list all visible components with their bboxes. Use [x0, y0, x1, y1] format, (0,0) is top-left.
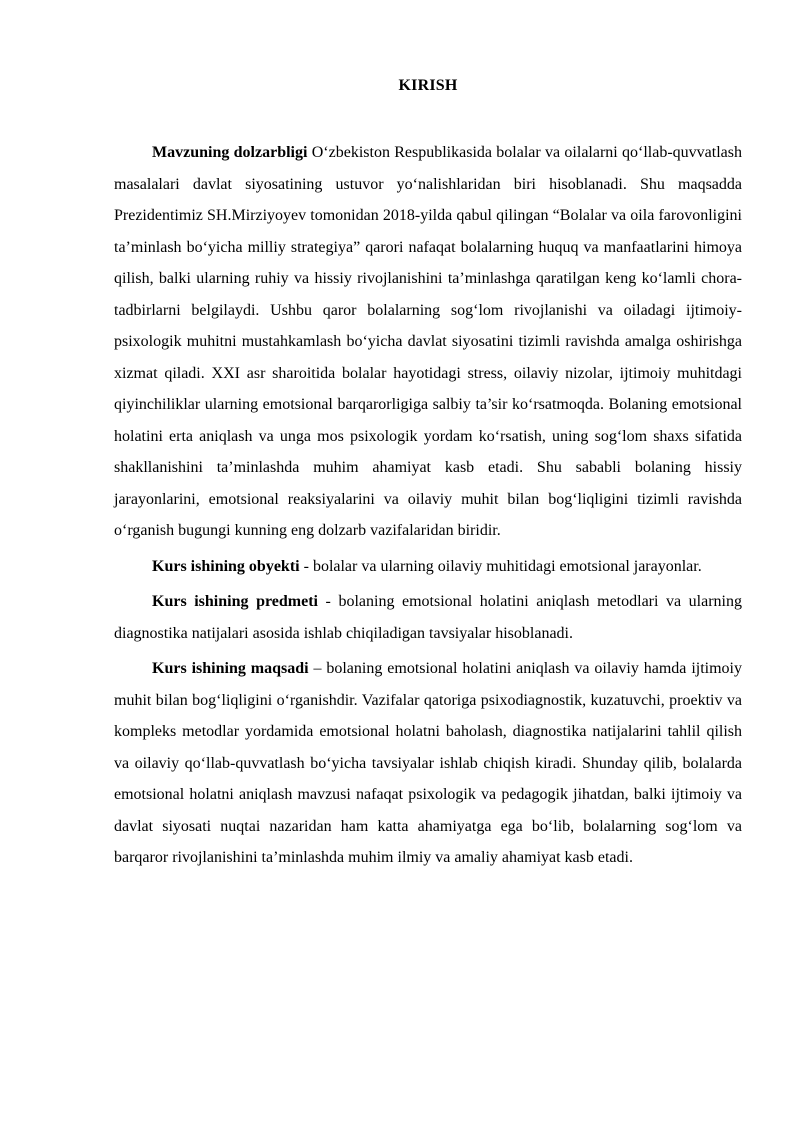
paragraph-lead: Kurs ishining maqsadi	[152, 660, 309, 677]
paragraph-relevance	[114, 137, 742, 547]
paragraph-text: O‘zbekiston Respublikasida bolalar va oilalarni qo‘llab-quvvatlash masalalari davlat siyosatining ustuvor yo‘nalishlaridan biri hisoblanadi. Shu maqsadda Prezidentimiz SH.Mirziyoyev tomonidan 2018-yilda qabul qilingan “Bolalar va oila farovonligini ta’minlash bo‘yicha milliy strategiya” qarori nafaqat bolalarning huquq va manfaatlarini himoya qilish, balki ularning ruhiy va hissiy rivojlanishini ta’minlashga qaratilgan keng ko‘lamli chora-tadbirlarni belgilaydi. Ushbu qaror bolalarning sog‘lom rivojlanishi va oiladagi ijtimoiy-psixologik muhitni mustahkamlash bo‘yicha davlat siyosatini tizimli ravishda amalga oshirishga xizmat qiladi. XXI asr sharoitida bolalar hayotidagi stress, oilaviy nizolar, ijtimoiy muhitdagi qiyinchiliklar ularning emotsional barqarorligiga salbiy ta’sir ko‘rsatmoqda. Bolaning emotsional holatini erta aniqlash va unga mos psixologik yordam ko‘rsatish, uning sog‘lom shaxs sifatida shakllanishini ta’minlashda muhim ahamiyat kasb etadi. Shu sababli bolaning hissiy jarayonlarini, emotsional reaksiyalarini va oilaviy muhit bilan bog‘liqligini tizimli ravishda o‘rganish bugungi kunning eng dolzarb vazifalaridan biridir.	[114, 144, 743, 539]
paragraph-lead: Kurs ishining predmeti	[152, 593, 318, 610]
paragraph-lead: Kurs ishining obyekti	[152, 557, 300, 575]
paragraph-subject	[114, 586, 742, 649]
page-title: KIRISH	[398, 77, 458, 94]
paragraph-text: – bolaning emotsional holatini aniqlash va oilaviy hamda ijtimoiy muhit bilan bog‘liqligini o‘rganishdir. Vazifalar qatoriga psixodiagnostik, kuzatuvchi, proektiv va kompleks metodlar yordamida emotsional holatni baholash, diagnostika natijalarini tahlil qilish va oilaviy qo‘llab-quvvatlash bo‘yicha tavsiyalar ishlab chiqish kiradi. Shunday qilib, bolalarda emotsional holatni aniqlash mavzusi nafaqat psixologik va pedagogik jihatdan, balki ijtimoiy va davlat siyosati nuqtai nazaridan ham katta ahamiyatga ega bo‘lib, bolalarning sog‘lom va barqaror rivojlanishini ta’minlashda muhim ilmiy va amaliy ahamiyat kasb etadi.	[114, 660, 742, 866]
paragraph-text: - bolaning emotsional holatini aniqlash metodlari va ularning diagnostika natijalari asosida ishlab chiqiladigan tavsiyalar hisoblanadi.	[114, 593, 743, 642]
paragraph-lead: Mavzuning dolzarbligi	[152, 144, 308, 161]
paragraph-object	[114, 551, 742, 583]
paragraph-text: - bolalar va ularning oilaviy muhitidagi emotsional jarayonlar.	[299, 557, 702, 575]
document-body	[114, 75, 742, 878]
paragraph-goal	[114, 653, 742, 874]
